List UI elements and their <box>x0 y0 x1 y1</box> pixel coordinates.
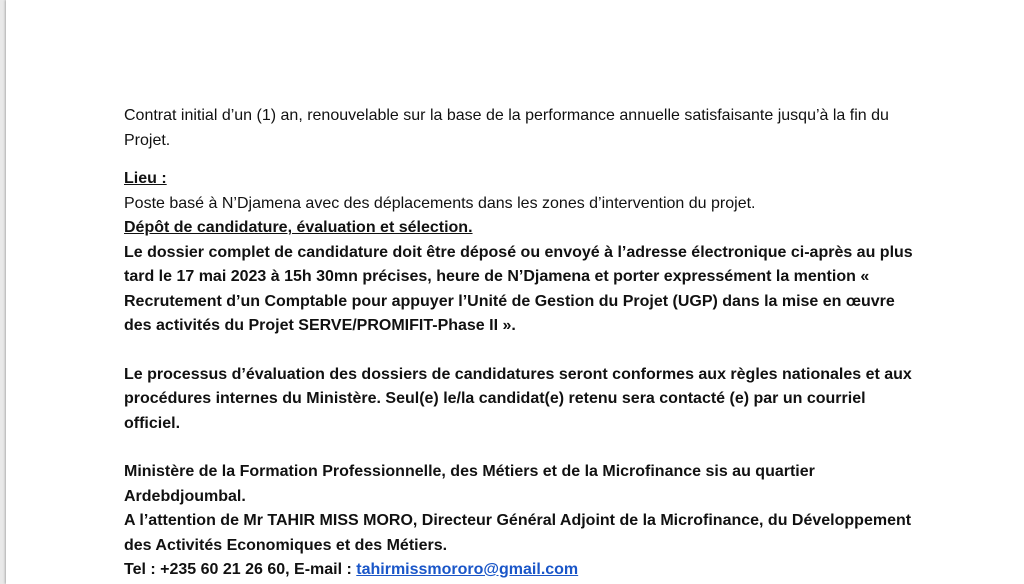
document-body <box>124 104 924 583</box>
location-heading: Lieu : <box>124 170 167 187</box>
contact-line <box>124 558 924 583</box>
application-paragraph-evaluation: Le processus d’évaluation des dossiers de candidatures seront conformes aux règles nationales et aux procédures internes du Ministère. Seul(e) le/la candidat(e) retenu sera contacté (e) par un courriel officiel. <box>124 365 912 432</box>
application-heading: Dépôt de candidature, évaluation et sélection. <box>124 219 473 236</box>
application-paragraph-deadline: Le dossier complet de candidature doit être déposé ou envoyé à l’adresse électronique ci-après au plus tard le 17 mai 2023 à 15h 30mn précises, heure de N’Djamena et porter expressément la mention « Recrutement d’un Comptable pour appuyer l’Unité de Gestion du Projet (UGP) dans la mise en œuvre des activités du Projet SERVE/PROMIFIT-Phase II ». <box>124 243 913 334</box>
location-text: Poste basé à N’Djamena avec des déplacements dans les zones d’intervention du projet. <box>124 194 756 212</box>
email-link[interactable]: tahirmissmororo@gmail.com <box>356 561 579 578</box>
contract-text: Contrat initial d’un (1) an, renouvelable sur la base de la performance annuelle satisfaisante jusqu’à la fin du Projet. <box>124 107 889 149</box>
document-page <box>6 0 1024 584</box>
ministry-address: Ministère de la Formation Professionnelle, des Métiers et de la Microfinance sis au quartier Ardebdjoumbal. <box>124 463 815 505</box>
contact-prefix: Tel : +235 60 21 26 60, E-mail : <box>124 561 357 578</box>
attention-line: A l’attention de Mr TAHIR MISS MORO, Directeur Général Adjoint de la Microfinance, du Développement des Activités Economiques et des Métiers. <box>124 512 912 554</box>
